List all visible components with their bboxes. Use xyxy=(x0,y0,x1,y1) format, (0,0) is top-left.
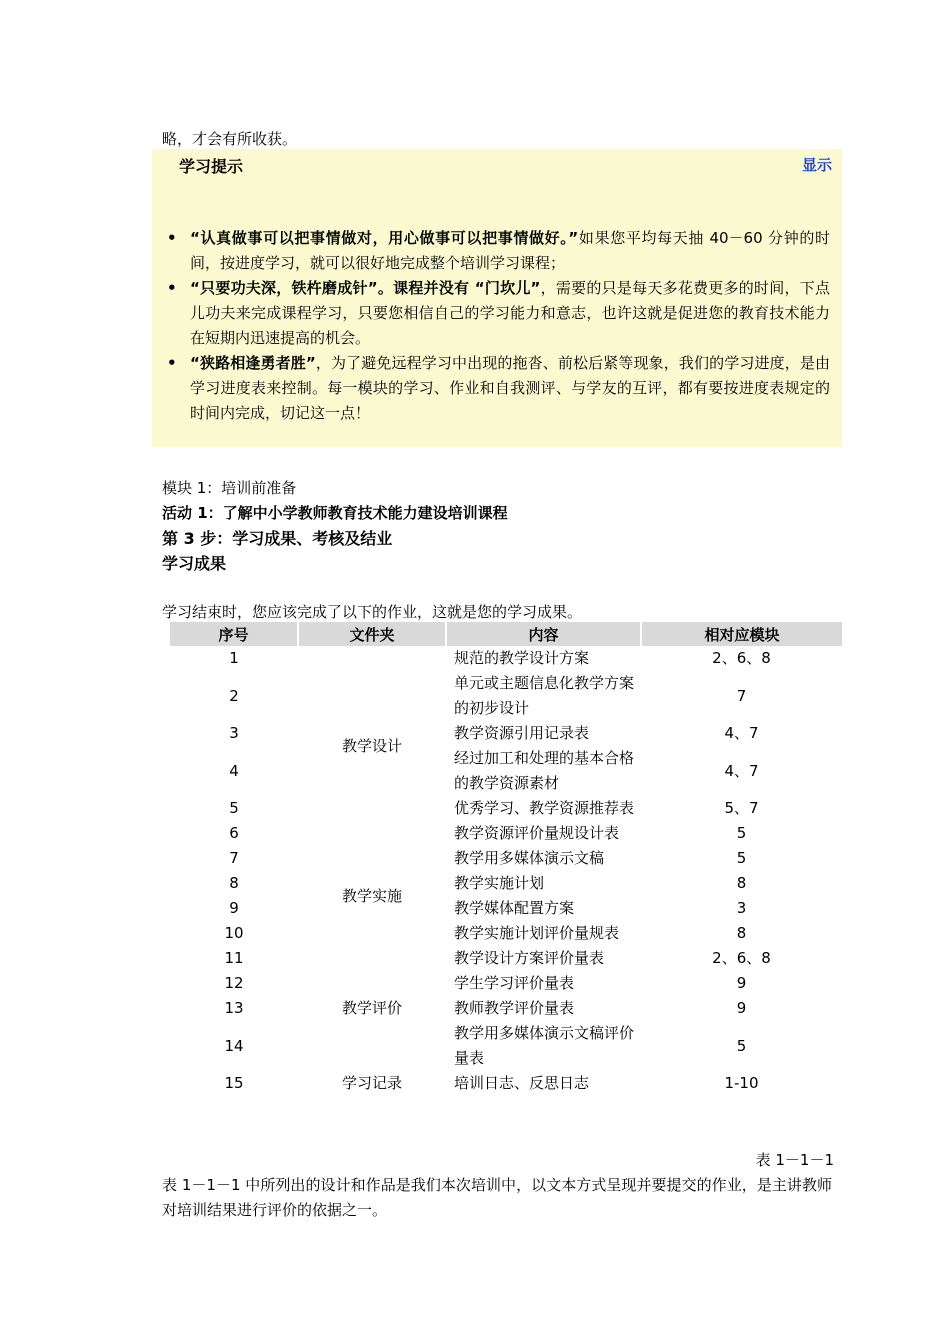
tip-item xyxy=(167,226,830,276)
cell-content: 教学用多媒体演示文稿评价量表 xyxy=(454,1024,635,1067)
tip-item xyxy=(167,351,831,426)
table-row xyxy=(170,821,842,846)
cell-module: 5 xyxy=(736,849,747,867)
learning-tips-box xyxy=(152,149,842,447)
cell-module: 3 xyxy=(736,899,747,917)
cell-module: 5 xyxy=(736,824,747,842)
table-row xyxy=(170,671,842,721)
cell-module: 4、7 xyxy=(724,724,759,742)
table-row xyxy=(170,646,842,671)
tip-item xyxy=(167,276,830,351)
table-row xyxy=(170,896,842,921)
section-heading: 学习成果 xyxy=(162,554,227,573)
tips-toggle-link[interactable]: 显示 xyxy=(801,156,832,174)
cell-module: 7 xyxy=(736,686,747,705)
table-row xyxy=(170,796,842,821)
cell-content: 教学实施计划评价量规表 xyxy=(454,924,620,942)
cell-no: 8 xyxy=(229,874,239,892)
header-folder: 文件夹 xyxy=(298,622,446,646)
table-header-row xyxy=(170,622,842,646)
tip-text: ，为了避免远程学习中出现的拖沓、前松后紧等现象，我们的学习进度，是由学习进度表来控制。每一模块的学习、作业和自我测评、与学友的互评，都有要按进度表规定的时间内完成，切记这一点！ xyxy=(190,354,831,422)
cell-no: 2 xyxy=(229,686,239,705)
cell-module: 8 xyxy=(736,924,747,942)
cell-no: 15 xyxy=(224,1074,244,1092)
cell-module: 4、7 xyxy=(724,761,759,780)
cell-content: 教学媒体配置方案 xyxy=(454,899,575,917)
tip-quote: “只要功夫深，铁杵磨成针”。课程并没有 “门坎儿” xyxy=(190,279,541,297)
cell-folder: 学习记录 xyxy=(341,1074,402,1092)
cell-no: 4 xyxy=(229,761,239,780)
table-row xyxy=(170,996,842,1021)
table-row xyxy=(170,721,842,746)
cell-content: 教学资源引用记录表 xyxy=(454,724,590,742)
table-body xyxy=(170,646,842,1096)
cell-module: 9 xyxy=(736,999,747,1017)
cell-module: 1-10 xyxy=(724,1074,759,1092)
cell-module: 2、6、8 xyxy=(712,949,771,967)
footer-paragraph: 表 1－1－1 中所列出的设计和作品是我们本次培训中，以文本方式呈现并要提交的作业，是主讲教师对培训结果进行评价的依据之一。 xyxy=(162,1176,832,1219)
table-row xyxy=(170,746,842,796)
cell-no: 12 xyxy=(224,974,244,992)
table-row xyxy=(170,921,842,946)
cell-no: 13 xyxy=(224,999,244,1017)
cell-content: 学生学习评价量表 xyxy=(454,974,575,992)
cell-module: 8 xyxy=(736,874,747,892)
cell-no: 5 xyxy=(229,799,239,817)
header-module: 相对应模块 xyxy=(641,622,842,646)
cell-content: 教学实施计划 xyxy=(454,874,545,892)
cell-content: 经过加工和处理的基本合格的教学资源素材 xyxy=(454,749,635,792)
cell-module: 2、6、8 xyxy=(712,649,771,667)
table-caption: 表 1－1－1 xyxy=(755,1151,834,1169)
cell-content: 优秀学习、教学资源推荐表 xyxy=(454,799,635,817)
header-no: 序号 xyxy=(170,622,298,646)
cell-content: 培训日志、反思日志 xyxy=(454,1074,590,1092)
cell-module: 5 xyxy=(736,1036,747,1055)
table-row xyxy=(170,946,842,971)
tip-quote: “认真做事可以把事情做对，用心做事可以把事情做好。” xyxy=(190,229,579,247)
step-heading: 第 3 步：学习成果、考核及结业 xyxy=(162,529,393,548)
cell-folder: 教学设计 xyxy=(341,736,402,755)
cell-no: 14 xyxy=(224,1036,244,1055)
cell-no: 10 xyxy=(224,924,244,942)
module-label: 模块 1：培训前准备 xyxy=(162,479,297,497)
cell-content: 规范的教学设计方案 xyxy=(454,649,590,667)
intro-text: 略，才会有所收获。 xyxy=(162,130,298,148)
table-row xyxy=(170,871,842,896)
cell-folder: 教学实施 xyxy=(341,886,402,905)
cell-folder: 教学评价 xyxy=(341,999,402,1017)
cell-no: 3 xyxy=(229,724,239,742)
cell-module: 5、7 xyxy=(724,799,759,817)
table-row xyxy=(170,1021,842,1071)
table-row xyxy=(170,971,842,996)
cell-no: 7 xyxy=(229,849,239,867)
tip-text: 如果您平均每天抽 40－60 分钟的时间，按进度学习，就可以很好地完成整个培训学习课程； xyxy=(190,229,830,272)
bullet-icon: • xyxy=(167,279,177,297)
cell-no: 6 xyxy=(229,824,239,842)
header-content: 内容 xyxy=(446,622,641,646)
cell-content: 教学资源评价量规设计表 xyxy=(454,824,620,842)
outcomes-table xyxy=(170,622,842,1096)
cell-no: 9 xyxy=(229,899,239,917)
cell-no: 11 xyxy=(224,949,244,967)
table-row xyxy=(170,846,842,871)
cell-content: 教师教学评价量表 xyxy=(454,999,575,1017)
tips-title: 学习提示 xyxy=(179,157,244,176)
cell-module: 9 xyxy=(736,974,747,992)
cell-no: 1 xyxy=(229,649,239,667)
lead-paragraph: 学习结束时，您应该完成了以下的作业，这就是您的学习成果。 xyxy=(162,603,583,621)
bullet-icon: • xyxy=(167,354,177,372)
bullet-icon: • xyxy=(167,229,177,247)
cell-content: 单元或主题信息化教学方案的初步设计 xyxy=(454,674,635,717)
cell-content: 教学设计方案评价量表 xyxy=(454,949,605,967)
table-row xyxy=(170,1071,842,1096)
cell-content: 教学用多媒体演示文稿 xyxy=(454,849,605,867)
tip-text: ，需要的只是每天多花费更多的时间，下点儿功夫来完成课程学习，只要您相信自己的学习能力和意志，也许这就是促进您的教育技术能力在短期内迅速提高的机会。 xyxy=(190,279,830,347)
tip-quote: “狭路相逢勇者胜” xyxy=(190,354,316,372)
activity-heading: 活动 1：了解中小学教师教育技术能力建设培训课程 xyxy=(162,504,508,522)
tips-list xyxy=(167,226,831,426)
